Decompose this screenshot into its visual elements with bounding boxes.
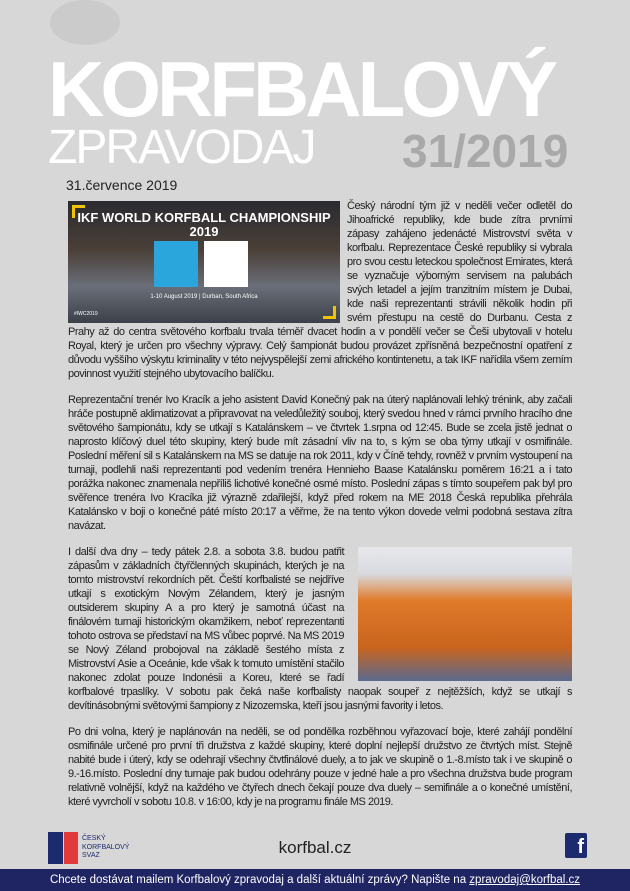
masthead-title: KORFBALOVÝ	[48, 45, 554, 133]
paragraph-text: Český národní tým již v neděli večer odletěl do Jihoafrické republiky, kde bude zítra prvními zápasy zahájeno jedenácté Mistrovství světa v korfbalu. Reprezentace České republiky si vybrala pro svou cestu leteckou společnost Emirates, která se vyznačuje výborným servisem na palubách svých letadel a jejím tranzitním místem je Dubai, kde naši reprezentanti strávili několik hodin při svém přestupu na cestě do Durbanu. Cesta z Prahy až do centra světového korfbalu trvala téměř dvacet hodin a v pondělí večer se Češi ubytovali v hotelu Royal, který je určen pro všechny výpravy. Celý šampionát budou provázet zpřísněná bezpečnostní opatření z důvodu vyššího výskytu kriminality v této nejvyspělejší zemi afrického kontintenetu, a tak IKF nařídila všem zemím povinnost využití stejného ubytovacího balíčku.	[68, 200, 572, 380]
championship-banner-image	[68, 201, 340, 323]
issue-number: 31/2019	[402, 125, 569, 177]
subscribe-bar	[0, 869, 630, 891]
ikf-logo	[154, 241, 198, 287]
championship-logo	[204, 241, 248, 287]
banner-headline: IKF WORLD KORFBALL CHAMPIONSHIP 2019	[77, 210, 331, 239]
email-link[interactable]: zpravodaj@korfbal.cz	[469, 874, 581, 886]
logo-mark-icon	[48, 832, 78, 864]
paragraph-1	[68, 199, 572, 381]
logo-text-line: SVAZ	[82, 852, 100, 860]
paragraph-2: Reprezentační trenér Ivo Kracík a jeho asistent David Konečný pak na úterý naplánovali lehký trénink, aby začali hráče postupně aklimatizovat a připravovat na veledůležitý souboj, který svedou hned v rámci prvního hracího dne světového šampionátu, kdy se utkají s Katalánskem – ve čtvrtek 1.srpna od 12:45. Bude se zcela jistě jednat o naprosto klíčový duel této skupiny, který bude mít zásadní vliv na to, s kým se oba týmy utkají v osmifinále. Poslední měření sil s Katalánskem na MS se datuje na rok 2011, kdy v Číně tehdy, rovněž v prvním vystoupení na turnaji, podlehli naši reprezentanti pod vedením trenéra Hennieho Baase Katalánsku poměrem 16:21 a i tato porážka nakonec znamenala nepříliš lichotivé konečné osmé místo. Poslední zápas s tímto soupeřem pak byl pro svěřence trenéra Ivo Kracíka již výrazně zdařilejší, když před rokem na ME 2018 Česká republika přehrála Katalánsko v boji o konečné páté místo 20:17 a věřme, že na tento výkon dovede velmi podobná sestava zítra navázat.	[68, 394, 572, 532]
subscribe-text: Chcete dostávat mailem Korfbalový zpravodaj a další aktuální zprávy? Napište na	[49, 874, 470, 886]
paragraph-4: Po dni volna, který je naplánován na neděli, se od pondělka rozběhnou vyřazovací boje, které zahájí pondělní osmifinále určené pro první tři družstva z každé skupiny, které doplní nejlepší družstvo ze čtvrtých míst. Stejně nabité bude i úterý, kdy se odehrají všechny čtvtfinálové duely, a to jak ve skupině o 1.-8.místo tak i ve skupině o 9.-16.místo. Poslední dny turnaje pak budou odehrány pouze v jedné hale a pro všechna družstva bude program relativně volnější, když na každého ve čtyřech dnech čekají pouze dva duely – semifinále a o konečné umístění, které vyvrcholí v sobotu 10.8. v 16:00, kdy je na programu finále MS 2019.	[68, 726, 572, 808]
banner-subline: 1-10 August 2019 | Durban, South Africa	[150, 294, 258, 300]
issue-date: 31.července 2019	[66, 177, 178, 193]
decorative-corner	[323, 306, 336, 319]
paragraph-3	[68, 545, 572, 713]
facebook-icon[interactable]: f	[565, 833, 587, 858]
masthead-subtitle: ZPRAVODAJ	[48, 121, 315, 174]
background-decoration	[50, 0, 120, 45]
paragraph-text: I další dva dny – tedy pátek 2.8. a sobota 3.8. budou patřit zápasům v základních čtyřčlenných skupinách, kterých je na tomto mistrovství rekordních pět. Čeští korfbalisté se nejdříve utkají s exotickým Novým Zélandem, který je jasným outsiderem skupiny A a pro který je samotná účast na finálovém turnaji historickým okamžikem, neboť reprezentanti tohoto ostrova se představí na MS vůbec poprvé. Na MS 2019 se Nový Zéland probojoval na základě šestého místa z Mistrovství Asie a Oceánie, kde však k tomuto umístění stačilo nakonec zdolat pouze Indonésii a Koreu, které se řadí korfbalové trpaslíky. V sobotu pak čeká naše korfbalisty naopak soupeř z nejtěžších, když se utkají s devítinásobnými světovými šampiony z Nizozemska, kteří jsou jasnými favority i letos.	[68, 546, 572, 712]
banner-hashtag: #IWC2019	[74, 311, 98, 317]
logo-text-line: ČESKÝ	[82, 835, 106, 843]
website-link[interactable]: korfbal.cz	[278, 838, 352, 857]
logo-text-line: KORFBALOVÝ	[82, 843, 130, 851]
team-photo	[358, 547, 572, 681]
article	[68, 199, 572, 821]
logo-text	[82, 835, 129, 861]
federation-logo[interactable]	[48, 832, 129, 864]
